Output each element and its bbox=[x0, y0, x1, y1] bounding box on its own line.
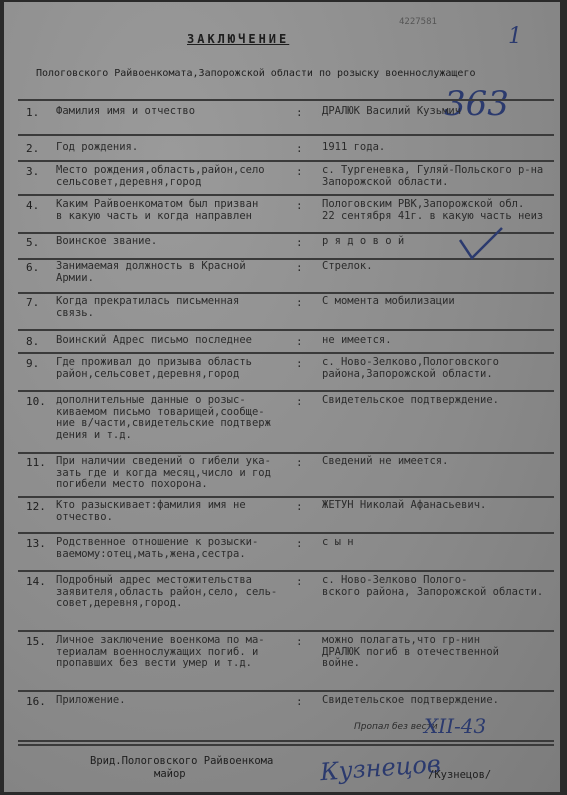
row-label: Когда прекратилась письменная связь. bbox=[56, 295, 240, 319]
row-divider bbox=[18, 194, 554, 196]
row-colon: : bbox=[296, 357, 303, 370]
check-mark-icon bbox=[456, 224, 506, 264]
signature: Кузнецов bbox=[319, 749, 442, 787]
row-divider bbox=[18, 532, 554, 534]
row-colon: : bbox=[296, 335, 303, 348]
row-label: Занимаемая должность в Красной Армии. bbox=[56, 260, 246, 284]
row-divider bbox=[18, 740, 554, 742]
row-number: 12. bbox=[26, 500, 46, 513]
row-label: При наличии сведений о гибели ука- зать где и когда месяц,число и год погибели место похорона. bbox=[56, 455, 271, 490]
row-number: 11. bbox=[26, 456, 46, 469]
row-value: Свидетельское подтверждение. bbox=[322, 694, 500, 706]
row-value: ЖЕТУН Николай Афанасьевич. bbox=[322, 499, 487, 511]
row-number: 14. bbox=[26, 575, 46, 588]
row-value: С момента мобилизации bbox=[322, 295, 455, 307]
row-label: Воинский Адрес письмо последнее bbox=[56, 334, 252, 346]
row-divider bbox=[18, 630, 554, 632]
row-colon: : bbox=[296, 261, 303, 274]
row-label: Личное заключение военкома по ма- териалам военнослужащих погиб. и пропавших без вести умер и т.д. bbox=[56, 634, 265, 669]
row-number: 6. bbox=[26, 261, 40, 274]
archive-document bbox=[4, 2, 560, 792]
corner-mark: 1 bbox=[508, 24, 522, 49]
row-divider bbox=[18, 292, 554, 294]
row-label: Приложение. bbox=[56, 694, 126, 706]
row-label: Воинское звание. bbox=[56, 235, 158, 247]
row-number: 2. bbox=[26, 142, 40, 155]
row-label: Место рождения,область,район,село сельсовет,деревня,город bbox=[56, 164, 265, 188]
row-value: можно полагать,что гр-нин ДРАЛЮК погиб в отечественной войне. bbox=[322, 634, 500, 669]
row-colon: : bbox=[296, 500, 303, 513]
row-value: не имеется. bbox=[322, 334, 392, 346]
row-divider bbox=[18, 329, 554, 331]
row-value: Свидетельское подтверждение. bbox=[322, 394, 500, 406]
row-value: с ы н bbox=[322, 536, 354, 548]
row-colon: : bbox=[296, 395, 303, 408]
row-divider bbox=[18, 352, 554, 354]
row-label: Родственное отношение к розыски- ваемому:отец,мать,жена,сестра. bbox=[56, 536, 259, 560]
row-divider bbox=[18, 452, 554, 454]
row-label: Год рождения. bbox=[56, 141, 139, 153]
row-colon: : bbox=[296, 142, 303, 155]
row-value: ДРАЛЮК Василий Кузьмич bbox=[322, 105, 462, 117]
row-colon: : bbox=[296, 456, 303, 469]
row-label: Кто разыскивает:фамилия имя не отчество. bbox=[56, 499, 246, 523]
row-divider bbox=[18, 99, 554, 101]
row-divider bbox=[18, 160, 554, 162]
row-colon: : bbox=[296, 635, 303, 648]
row-label: Где проживал до призыва область район,сельсовет,деревня,город bbox=[56, 356, 252, 380]
row-divider bbox=[18, 496, 554, 498]
row-colon: : bbox=[296, 236, 303, 249]
row-value: Стрелок. bbox=[322, 260, 373, 272]
row-number: 8. bbox=[26, 335, 40, 348]
missing-date: XII-43 bbox=[424, 714, 487, 738]
row-colon: : bbox=[296, 575, 303, 588]
row-colon: : bbox=[296, 199, 303, 212]
row-number: 16. bbox=[26, 695, 46, 708]
footer-title: Врид.Пологовского Райвоенкома bbox=[90, 755, 274, 767]
row-value: с. Тургеневка, Гуляй-Польского р-на Запорожской области. bbox=[322, 164, 544, 188]
row-number: 3. bbox=[26, 165, 40, 178]
row-value: 1911 года. bbox=[322, 141, 386, 153]
row-divider bbox=[18, 690, 554, 692]
row-label: дополнительные данные о розыс- киваемом письмо товарищей,сообще- ние в/части,свидетельские подтверж дения и т.д. bbox=[56, 394, 271, 441]
row-number: 4. bbox=[26, 199, 40, 212]
row-value: Пологовским РВК,Запорожской обл. 22 сентября 41г. в какую часть неиз bbox=[322, 198, 544, 222]
row-divider bbox=[18, 570, 554, 572]
row-divider bbox=[18, 390, 554, 392]
row-number: 15. bbox=[26, 635, 46, 648]
footer-rule bbox=[18, 744, 554, 746]
row-number: 13. bbox=[26, 537, 46, 550]
row-value: р я д о в о й bbox=[322, 235, 405, 247]
row-value: Сведений не имеется. bbox=[322, 455, 449, 467]
missing-stamp: Пропал без вести bbox=[354, 722, 438, 732]
row-number: 9. bbox=[26, 357, 40, 370]
footer-rank: майор bbox=[154, 768, 186, 780]
row-number: 1. bbox=[26, 106, 40, 119]
row-colon: : bbox=[296, 165, 303, 178]
row-number: 5. bbox=[26, 236, 40, 249]
row-number: 7. bbox=[26, 296, 40, 309]
row-label: Подробный адрес местожительства заявителя,область район,село, сель- совет,деревня,город. bbox=[56, 574, 278, 609]
corner-number: 4227581 bbox=[399, 17, 437, 27]
row-colon: : bbox=[296, 695, 303, 708]
row-label: Фамилия имя и отчество bbox=[56, 105, 196, 117]
document-subtitle: Пологовского Райвоенкомата,Запорожской области по розыску военнослужащего bbox=[36, 68, 476, 79]
row-number: 10. bbox=[26, 395, 46, 408]
footer-name: /Кузнецов/ bbox=[428, 769, 492, 781]
row-colon: : bbox=[296, 296, 303, 309]
row-label: Каким Райвоенкоматом был призван в какую часть и когда направлен bbox=[56, 198, 259, 222]
document-title: ЗАКЛЮЧЕНИЕ bbox=[187, 32, 290, 46]
row-colon: : bbox=[296, 537, 303, 550]
row-divider bbox=[18, 134, 554, 136]
row-value: с. Ново-Зелково,Пологовского района,Запорожской области. bbox=[322, 356, 500, 380]
row-value: с. Ново-Зелково Полого- вского района, Запорожской области. bbox=[322, 574, 544, 598]
handwritten-number: 363 bbox=[444, 84, 509, 124]
row-colon: : bbox=[296, 106, 303, 119]
